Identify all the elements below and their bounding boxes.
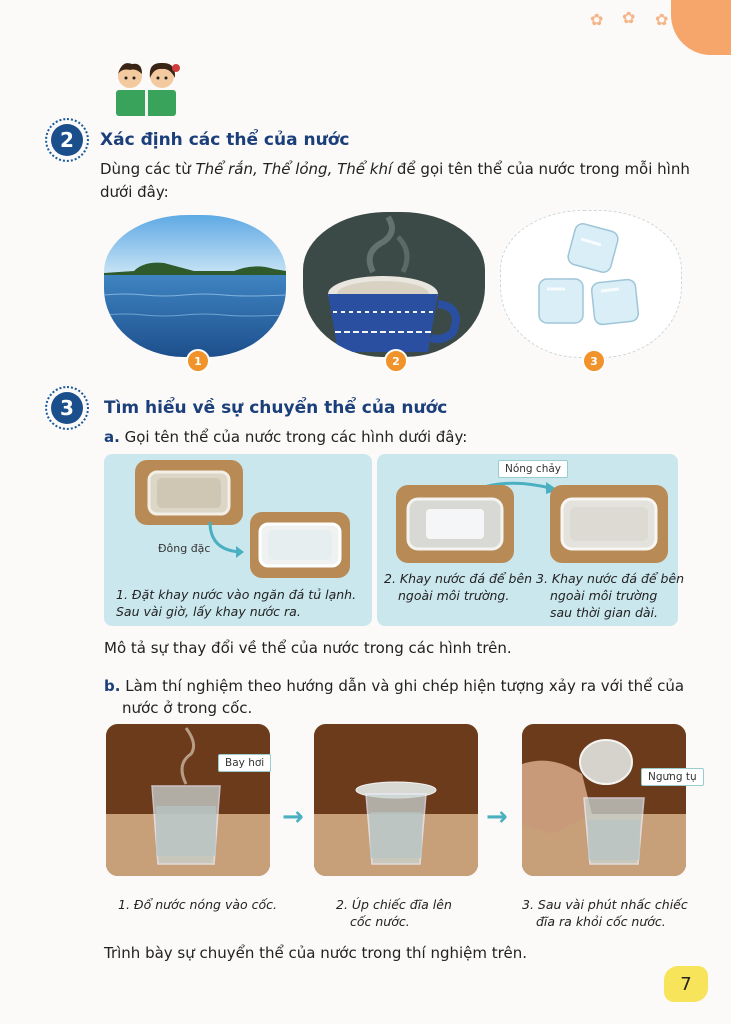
caption-line: 1. Đặt khay nước vào ngăn đá tủ lạnh. <box>116 587 357 602</box>
caption-line: Sau vài giờ, lấy khay nước ra. <box>116 604 301 619</box>
image-number-badge: 2 <box>384 349 408 373</box>
evaporation-label: Bay hơi <box>218 754 271 772</box>
caption-a2 <box>384 570 534 604</box>
lake-photo <box>104 215 286 357</box>
image-number-badge: 1 <box>186 349 210 373</box>
freeze-label: Đông đặc <box>158 542 211 555</box>
section-instruction-line2: dưới đây: <box>100 183 169 201</box>
section-instruction <box>100 158 700 180</box>
caption-line: cốc nước. <box>350 914 410 929</box>
arrow-right-icon: → <box>282 802 304 832</box>
caption-b3 <box>522 896 692 930</box>
caption-a1 <box>116 586 366 620</box>
condensation-label: Ngưng tụ <box>641 768 704 786</box>
section-title: Tìm hiểu về sự chuyển thể của nước <box>104 398 448 418</box>
caption-line: sau thời gian dài. <box>550 605 658 620</box>
instruction-text: Dùng các từ <box>100 160 196 178</box>
condensation-photo <box>522 724 686 876</box>
caption-b2 <box>336 896 486 930</box>
part-a-prompt <box>104 426 467 448</box>
melt-label: Nóng chảy <box>498 460 568 478</box>
flower-decoration: ✿ <box>590 10 604 29</box>
instruction-text: để gọi tên thể của nước trong mỗi hình <box>392 160 690 178</box>
present-prompt: Trình bày sự chuyển thể của nước trong thí nghiệm trên. <box>104 944 528 962</box>
caption-line: 3. Sau vài phút nhấc chiếc <box>522 897 688 912</box>
water-tray-photo <box>135 460 243 525</box>
frozen-tray-photo <box>250 512 350 578</box>
corner-decoration <box>671 0 731 55</box>
arrow-right-icon: → <box>486 802 508 832</box>
part-b-label: b. <box>104 677 121 695</box>
part-a-text: Gọi tên thể của nước trong các hình dưới đây: <box>124 428 468 446</box>
describe-prompt: Mô tả sự thay đổi về thể của nước trong các hình trên. <box>104 639 512 657</box>
caption-a3 <box>536 570 686 621</box>
caption-b1: 1. Đổ nước nóng vào cốc. <box>118 897 277 912</box>
section-number: 2 <box>51 124 83 156</box>
ice-tray-photo <box>396 485 514 563</box>
covered-glass-photo <box>314 724 478 876</box>
kids-reading-icon <box>108 58 188 120</box>
flower-decoration: ✿ <box>622 8 636 27</box>
melted-tray-photo <box>550 485 668 563</box>
caption-line: 2. Úp chiếc đĩa lên <box>336 897 452 912</box>
section-number-badge <box>45 386 89 430</box>
caption-line: ngoài môi trường <box>550 588 658 603</box>
section-title: Xác định các thể của nước <box>100 130 350 150</box>
section-number-badge <box>45 118 89 162</box>
instruction-words: Thể rắn, Thể lỏng, Thể khí <box>195 160 393 178</box>
part-a-label: a. <box>104 428 120 446</box>
caption-line: ngoài môi trường. <box>398 588 510 603</box>
steaming-cup-photo <box>303 212 485 357</box>
section-number: 3 <box>51 392 83 424</box>
page-number: 7 <box>664 966 708 1002</box>
part-b-text: Làm thí nghiệm theo hướng dẫn và ghi chép hiện tượng xảy ra với thể của <box>125 677 685 695</box>
part-b-text-line2: nước ở trong cốc. <box>122 699 253 717</box>
caption-line: 2. Khay nước đá để bên <box>384 571 533 586</box>
flower-decoration: ✿ <box>655 10 669 29</box>
part-b-prompt <box>104 675 704 697</box>
caption-line: đĩa ra khỏi cốc nước. <box>536 914 666 929</box>
caption-line: 3. Khay nước đá để bên <box>536 571 685 586</box>
image-number-badge: 3 <box>582 349 606 373</box>
ice-cubes-photo <box>500 210 682 358</box>
hot-water-glass-photo <box>106 724 270 876</box>
